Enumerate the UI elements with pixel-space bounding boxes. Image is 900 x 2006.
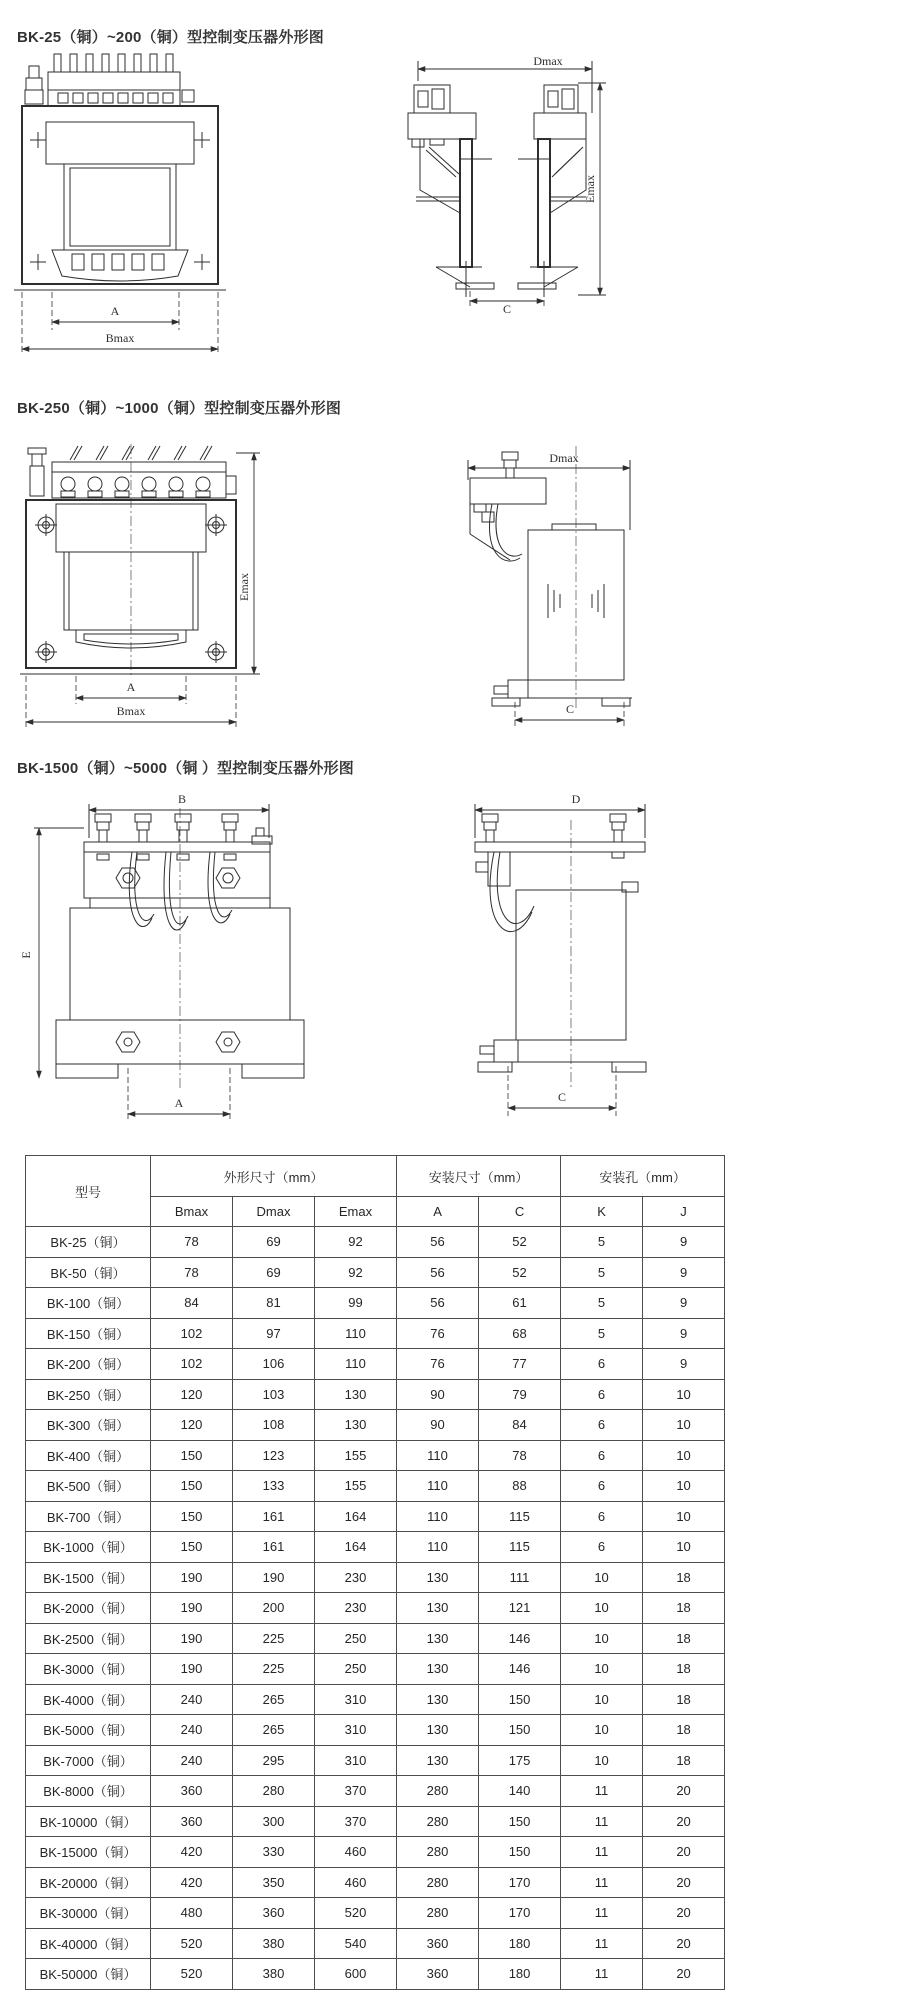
model-cell: BK-5000（铜） <box>26 1715 151 1746</box>
fig3-front-view <box>14 790 314 1127</box>
table-row <box>26 1806 725 1837</box>
dim-label-c: C <box>502 302 512 316</box>
value-cell: 280 <box>233 1776 315 1807</box>
group-header-outline: 外形尺寸（mm） <box>151 1156 397 1197</box>
value-cell: 9 <box>643 1257 725 1288</box>
value-cell: 10 <box>561 1745 643 1776</box>
value-cell: 225 <box>233 1623 315 1654</box>
dim-label-e: E <box>19 951 33 959</box>
value-cell: 110 <box>397 1471 479 1502</box>
dimension-c <box>470 291 544 316</box>
value-cell: 111 <box>479 1562 561 1593</box>
value-cell: 52 <box>479 1227 561 1258</box>
value-cell: 78 <box>151 1227 233 1258</box>
value-cell: 78 <box>151 1257 233 1288</box>
value-cell: 480 <box>151 1898 233 1929</box>
table-row <box>26 1410 725 1441</box>
value-cell: 10 <box>561 1562 643 1593</box>
value-cell: 133 <box>233 1471 315 1502</box>
group-header-mounting-hole: 安装孔（mm） <box>561 1156 725 1197</box>
value-cell: 280 <box>397 1806 479 1837</box>
mounting-cross-marks <box>30 132 210 270</box>
value-cell: 10 <box>561 1715 643 1746</box>
value-cell: 20 <box>643 1959 725 1990</box>
value-cell: 120 <box>151 1379 233 1410</box>
value-cell: 121 <box>479 1593 561 1624</box>
model-cell: BK-30000（铜） <box>26 1898 151 1929</box>
value-cell: 9 <box>643 1227 725 1258</box>
value-cell: 460 <box>315 1867 397 1898</box>
value-cell: 240 <box>151 1715 233 1746</box>
table-row <box>26 1349 725 1380</box>
table-row <box>26 1379 725 1410</box>
value-cell: 240 <box>151 1684 233 1715</box>
section2-title: BK-250（铜）~1000（铜）型控制变压器外形图 <box>17 400 342 417</box>
value-cell: 110 <box>397 1440 479 1471</box>
value-cell: 350 <box>233 1867 315 1898</box>
value-cell: 10 <box>643 1410 725 1441</box>
value-cell: 164 <box>315 1532 397 1563</box>
value-cell: 18 <box>643 1562 725 1593</box>
value-cell: 92 <box>315 1227 397 1258</box>
value-cell: 380 <box>233 1928 315 1959</box>
value-cell: 5 <box>561 1257 643 1288</box>
value-cell: 56 <box>397 1227 479 1258</box>
value-cell: 84 <box>479 1410 561 1441</box>
value-cell: 360 <box>151 1776 233 1807</box>
model-cell: BK-2500（铜） <box>26 1623 151 1654</box>
value-cell: 20 <box>643 1776 725 1807</box>
table-row <box>26 1684 725 1715</box>
table-row <box>26 1440 725 1471</box>
value-cell: 97 <box>233 1318 315 1349</box>
table-row <box>26 1623 725 1654</box>
dimension-a <box>52 292 179 330</box>
table-row <box>26 1593 725 1624</box>
value-cell: 370 <box>315 1776 397 1807</box>
wire-hatches <box>70 446 212 460</box>
model-cell: BK-2000（铜） <box>26 1593 151 1624</box>
model-cell: BK-50（铜） <box>26 1257 151 1288</box>
dim-label-dmax: Dmax <box>533 54 563 68</box>
value-cell: 520 <box>151 1928 233 1959</box>
value-cell: 330 <box>233 1837 315 1868</box>
model-cell: BK-200（铜） <box>26 1349 151 1380</box>
value-cell: 10 <box>643 1379 725 1410</box>
table-row <box>26 1745 725 1776</box>
value-cell: 108 <box>233 1410 315 1441</box>
value-cell: 76 <box>397 1318 479 1349</box>
section3-title: BK-1500（铜）~5000（铜 ）型控制变压器外形图 <box>17 760 354 777</box>
value-cell: 18 <box>643 1745 725 1776</box>
column-header: C <box>479 1197 561 1227</box>
value-cell: 146 <box>479 1623 561 1654</box>
value-cell: 10 <box>643 1501 725 1532</box>
dim-label-c: C <box>565 702 575 716</box>
value-cell: 161 <box>233 1501 315 1532</box>
side-structure <box>475 814 646 1072</box>
table-row <box>26 1532 725 1563</box>
value-cell: 190 <box>151 1562 233 1593</box>
value-cell: 161 <box>233 1532 315 1563</box>
model-column-header: 型号 <box>26 1156 151 1227</box>
value-cell: 56 <box>397 1288 479 1319</box>
value-cell: 106 <box>233 1349 315 1380</box>
value-cell: 155 <box>315 1471 397 1502</box>
value-cell: 69 <box>233 1227 315 1258</box>
table-row <box>26 1318 725 1349</box>
column-header: J <box>643 1197 725 1227</box>
value-cell: 170 <box>479 1898 561 1929</box>
table-row <box>26 1776 725 1807</box>
dim-label-a: A <box>174 1096 184 1110</box>
value-cell: 11 <box>561 1867 643 1898</box>
dim-label-a: A <box>110 304 120 318</box>
value-cell: 150 <box>151 1501 233 1532</box>
value-cell: 155 <box>315 1440 397 1471</box>
value-cell: 150 <box>479 1806 561 1837</box>
table-row <box>26 1867 725 1898</box>
value-cell: 130 <box>397 1623 479 1654</box>
value-cell: 200 <box>233 1593 315 1624</box>
dimension-c <box>508 1066 616 1116</box>
value-cell: 6 <box>561 1410 643 1441</box>
value-cell: 18 <box>643 1623 725 1654</box>
model-cell: BK-700（铜） <box>26 1501 151 1532</box>
model-cell: BK-20000（铜） <box>26 1867 151 1898</box>
value-cell: 20 <box>643 1806 725 1837</box>
value-cell: 370 <box>315 1806 397 1837</box>
value-cell: 10 <box>643 1440 725 1471</box>
side-structure <box>470 452 632 706</box>
value-cell: 84 <box>151 1288 233 1319</box>
value-cell: 150 <box>479 1684 561 1715</box>
value-cell: 265 <box>233 1684 315 1715</box>
value-cell: 150 <box>151 1471 233 1502</box>
value-cell: 520 <box>315 1898 397 1929</box>
value-cell: 18 <box>643 1654 725 1685</box>
value-cell: 520 <box>151 1959 233 1990</box>
value-cell: 92 <box>315 1257 397 1288</box>
dimension-bmax <box>22 292 218 355</box>
value-cell: 20 <box>643 1867 725 1898</box>
value-cell: 130 <box>397 1654 479 1685</box>
value-cell: 18 <box>643 1715 725 1746</box>
model-cell: BK-3000（铜） <box>26 1654 151 1685</box>
dimension-a <box>76 676 186 704</box>
model-cell: BK-100（铜） <box>26 1288 151 1319</box>
value-cell: 90 <box>397 1410 479 1441</box>
terminal-assembly <box>84 814 272 898</box>
value-cell: 102 <box>151 1318 233 1349</box>
dim-label-emax: Emax <box>583 175 597 203</box>
value-cell: 10 <box>643 1532 725 1563</box>
model-cell: BK-400（铜） <box>26 1440 151 1471</box>
column-header: Dmax <box>233 1197 315 1227</box>
table-row <box>26 1654 725 1685</box>
model-cell: BK-300（铜） <box>26 1410 151 1441</box>
value-cell: 130 <box>397 1745 479 1776</box>
value-cell: 180 <box>479 1928 561 1959</box>
value-cell: 11 <box>561 1898 643 1929</box>
value-cell: 140 <box>479 1776 561 1807</box>
value-cell: 5 <box>561 1288 643 1319</box>
value-cell: 280 <box>397 1776 479 1807</box>
table-row <box>26 1562 725 1593</box>
dim-label-a: A <box>126 680 136 694</box>
dimension-e <box>19 828 84 1078</box>
value-cell: 190 <box>151 1623 233 1654</box>
value-cell: 230 <box>315 1593 397 1624</box>
model-cell: BK-250（铜） <box>26 1379 151 1410</box>
model-cell: BK-1500（铜） <box>26 1562 151 1593</box>
model-cell: BK-40000（铜） <box>26 1928 151 1959</box>
table-row <box>26 1959 725 1990</box>
value-cell: 190 <box>151 1593 233 1624</box>
value-cell: 280 <box>397 1898 479 1929</box>
value-cell: 460 <box>315 1837 397 1868</box>
table-row <box>26 1288 725 1319</box>
dim-label-bmax: Bmax <box>116 704 146 718</box>
terminal-strip <box>28 446 236 498</box>
model-cell: BK-4000（铜） <box>26 1684 151 1715</box>
value-cell: 10 <box>561 1623 643 1654</box>
table-row <box>26 1928 725 1959</box>
value-cell: 10 <box>643 1471 725 1502</box>
table-row <box>26 1471 725 1502</box>
value-cell: 9 <box>643 1288 725 1319</box>
value-cell: 420 <box>151 1867 233 1898</box>
dim-label-emax: Emax <box>237 573 251 601</box>
value-cell: 18 <box>643 1593 725 1624</box>
model-cell: BK-15000（铜） <box>26 1837 151 1868</box>
value-cell: 170 <box>479 1867 561 1898</box>
value-cell: 115 <box>479 1501 561 1532</box>
value-cell: 360 <box>397 1928 479 1959</box>
value-cell: 69 <box>233 1257 315 1288</box>
value-cell: 5 <box>561 1227 643 1258</box>
value-cell: 102 <box>151 1349 233 1380</box>
dim-label-bmax: Bmax <box>105 331 135 345</box>
value-cell: 300 <box>233 1806 315 1837</box>
value-cell: 240 <box>151 1745 233 1776</box>
value-cell: 56 <box>397 1257 479 1288</box>
table-row <box>26 1715 725 1746</box>
spec-table <box>25 1155 725 1990</box>
value-cell: 310 <box>315 1684 397 1715</box>
dimension-a <box>128 1068 230 1120</box>
value-cell: 11 <box>561 1837 643 1868</box>
model-cell: BK-8000（铜） <box>26 1776 151 1807</box>
value-cell: 280 <box>397 1867 479 1898</box>
value-cell: 130 <box>397 1593 479 1624</box>
dim-label-d: D <box>571 792 581 806</box>
value-cell: 175 <box>479 1745 561 1776</box>
value-cell: 190 <box>233 1562 315 1593</box>
value-cell: 6 <box>561 1501 643 1532</box>
value-cell: 20 <box>643 1898 725 1929</box>
value-cell: 310 <box>315 1745 397 1776</box>
value-cell: 150 <box>479 1715 561 1746</box>
value-cell: 6 <box>561 1532 643 1563</box>
value-cell: 61 <box>479 1288 561 1319</box>
value-cell: 120 <box>151 1410 233 1441</box>
value-cell: 360 <box>397 1959 479 1990</box>
value-cell: 130 <box>397 1715 479 1746</box>
value-cell: 6 <box>561 1471 643 1502</box>
value-cell: 225 <box>233 1654 315 1685</box>
value-cell: 20 <box>643 1837 725 1868</box>
value-cell: 110 <box>397 1532 479 1563</box>
spec-table-body <box>26 1227 725 1990</box>
fig1-front-view <box>14 50 239 362</box>
dim-label-b: B <box>177 792 187 806</box>
column-header: Emax <box>315 1197 397 1227</box>
value-cell: 130 <box>315 1410 397 1441</box>
table-row <box>26 1501 725 1532</box>
model-cell: BK-500（铜） <box>26 1471 151 1502</box>
fig3-side-view <box>450 790 665 1127</box>
value-cell: 180 <box>479 1959 561 1990</box>
value-cell: 295 <box>233 1745 315 1776</box>
column-header: Bmax <box>151 1197 233 1227</box>
right-leg <box>518 85 586 297</box>
value-cell: 115 <box>479 1532 561 1563</box>
value-cell: 110 <box>315 1318 397 1349</box>
value-cell: 360 <box>233 1898 315 1929</box>
value-cell: 540 <box>315 1928 397 1959</box>
group-header-mounting-size: 安装尺寸（mm） <box>397 1156 561 1197</box>
value-cell: 130 <box>315 1379 397 1410</box>
value-cell: 77 <box>479 1349 561 1380</box>
model-cell: BK-1000（铜） <box>26 1532 151 1563</box>
terminal-block <box>25 54 194 106</box>
value-cell: 99 <box>315 1288 397 1319</box>
table-row <box>26 1898 725 1929</box>
value-cell: 600 <box>315 1959 397 1990</box>
value-cell: 18 <box>643 1684 725 1715</box>
model-cell: BK-25（铜） <box>26 1227 151 1258</box>
value-cell: 6 <box>561 1379 643 1410</box>
dimension-d <box>475 792 645 838</box>
column-header: K <box>561 1197 643 1227</box>
value-cell: 230 <box>315 1562 397 1593</box>
model-cell: BK-150（铜） <box>26 1318 151 1349</box>
value-cell: 420 <box>151 1837 233 1868</box>
value-cell: 280 <box>397 1837 479 1868</box>
fig1-side-view <box>352 54 612 316</box>
fig2-side-view <box>452 442 647 734</box>
model-cell: BK-10000（铜） <box>26 1806 151 1837</box>
table-row <box>26 1257 725 1288</box>
value-cell: 110 <box>397 1501 479 1532</box>
value-cell: 110 <box>315 1349 397 1380</box>
value-cell: 52 <box>479 1257 561 1288</box>
value-cell: 20 <box>643 1928 725 1959</box>
table-row <box>26 1227 725 1258</box>
wire-loops <box>129 852 232 930</box>
value-cell: 9 <box>643 1349 725 1380</box>
left-leg <box>408 85 494 297</box>
value-cell: 123 <box>233 1440 315 1471</box>
value-cell: 11 <box>561 1928 643 1959</box>
value-cell: 11 <box>561 1776 643 1807</box>
value-cell: 81 <box>233 1288 315 1319</box>
value-cell: 10 <box>561 1593 643 1624</box>
model-cell: BK-50000（铜） <box>26 1959 151 1990</box>
value-cell: 150 <box>479 1837 561 1868</box>
section1-title: BK-25（铜）~200（铜）型控制变压器外形图 <box>17 29 324 46</box>
column-header: A <box>397 1197 479 1227</box>
dimension-emax <box>578 83 606 295</box>
dimension-emax <box>236 453 260 674</box>
value-cell: 79 <box>479 1379 561 1410</box>
value-cell: 150 <box>151 1440 233 1471</box>
value-cell: 9 <box>643 1318 725 1349</box>
dimension-dmax <box>468 451 630 530</box>
value-cell: 150 <box>151 1532 233 1563</box>
value-cell: 10 <box>561 1684 643 1715</box>
table-row <box>26 1837 725 1868</box>
value-cell: 88 <box>479 1471 561 1502</box>
value-cell: 10 <box>561 1654 643 1685</box>
value-cell: 130 <box>397 1684 479 1715</box>
dim-label-dmax: Dmax <box>549 451 579 465</box>
value-cell: 5 <box>561 1318 643 1349</box>
value-cell: 190 <box>151 1654 233 1685</box>
value-cell: 250 <box>315 1654 397 1685</box>
value-cell: 380 <box>233 1959 315 1990</box>
value-cell: 76 <box>397 1349 479 1380</box>
dim-label-c: C <box>557 1090 567 1104</box>
value-cell: 6 <box>561 1349 643 1380</box>
value-cell: 130 <box>397 1562 479 1593</box>
value-cell: 103 <box>233 1379 315 1410</box>
value-cell: 6 <box>561 1440 643 1471</box>
value-cell: 78 <box>479 1440 561 1471</box>
model-cell: BK-7000（铜） <box>26 1745 151 1776</box>
fig2-front-view <box>14 442 284 734</box>
value-cell: 146 <box>479 1654 561 1685</box>
value-cell: 310 <box>315 1715 397 1746</box>
value-cell: 11 <box>561 1959 643 1990</box>
value-cell: 68 <box>479 1318 561 1349</box>
value-cell: 90 <box>397 1379 479 1410</box>
value-cell: 250 <box>315 1623 397 1654</box>
value-cell: 11 <box>561 1806 643 1837</box>
value-cell: 265 <box>233 1715 315 1746</box>
value-cell: 360 <box>151 1806 233 1837</box>
value-cell: 164 <box>315 1501 397 1532</box>
